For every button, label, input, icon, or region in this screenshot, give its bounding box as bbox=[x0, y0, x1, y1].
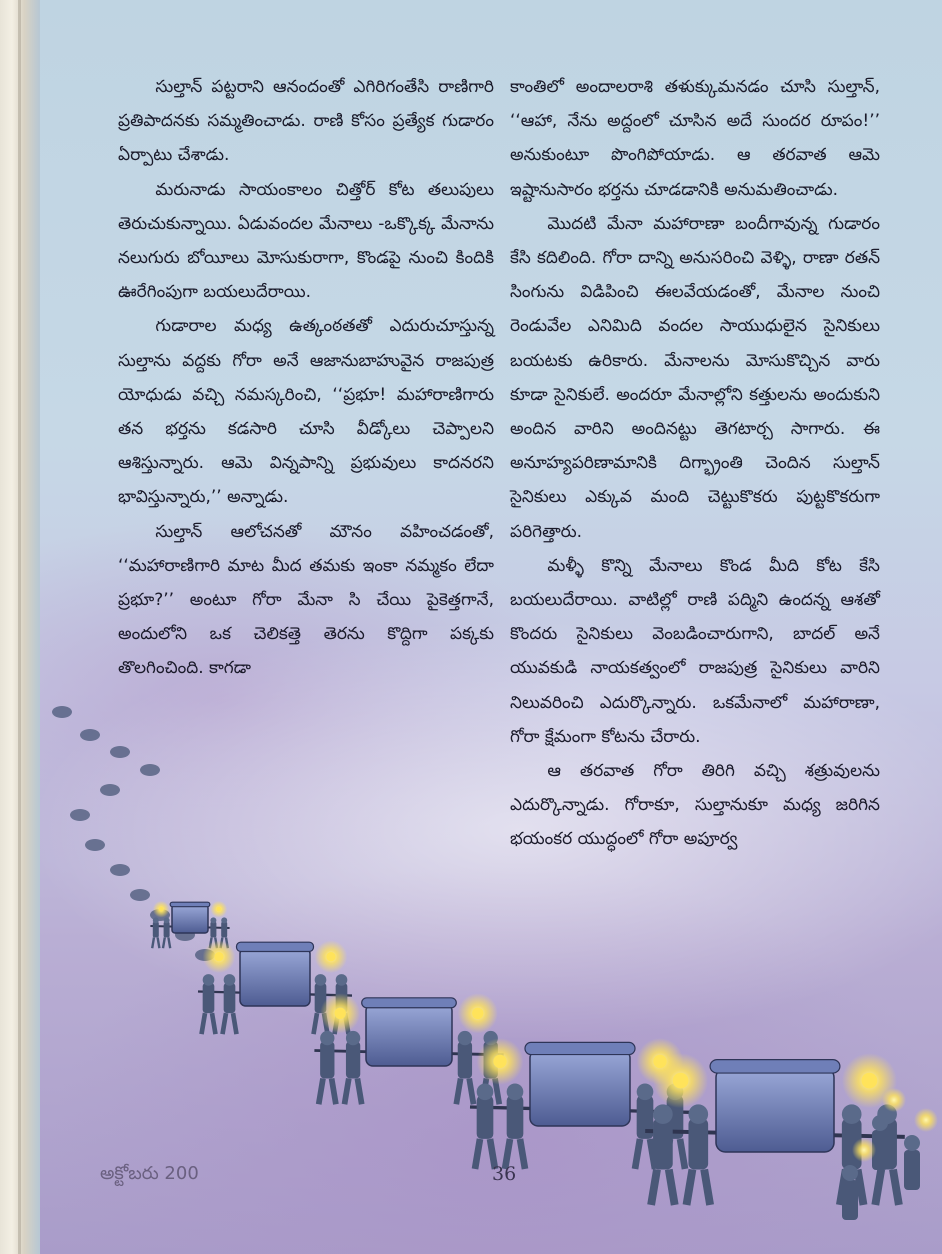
bearer bbox=[320, 1041, 334, 1078]
bearer bbox=[507, 1096, 524, 1139]
paragraph: మొదటి మేనా మహారాణా బందీగావున్న గుడారం కేసి కదిలింది. గోరా దాన్ని అనుసరించి వెళ్ళి, రాణా రతన్‌ సింగును విడిపించి ఈలవేయడంతో, మేనాల నుంచి రెండువేల ఎనిమిది వందల సాయుధులైన సైనికులు బయటకు ఉరికారు. మేనాలను మోసుకొచ్చిన వారు కూడా సైనికులే. అందరూ మేనాల్లోని కత్తులను అందుకుని అందిన వారిని అందినట్టు తెగటార్చ సాగారు. ఈ అనూహ్యపరిణామానికి దిగ్భ్రాంతి చెందిన సుల్తాన్‌ సైనికులు ఎక్కువ మంది చెట్టుకొకరు పుట్టకొకరుగా పరిగెత్తారు. bbox=[510, 213, 880, 542]
torch-flame bbox=[334, 1008, 345, 1019]
palanquin-roof bbox=[525, 1042, 635, 1054]
bearer-leg bbox=[314, 1013, 318, 1034]
bearer-head bbox=[315, 974, 327, 986]
torch-glow bbox=[852, 1138, 876, 1162]
torch-flame bbox=[159, 907, 164, 912]
bearer-leg bbox=[158, 937, 160, 948]
bearer-head bbox=[346, 1031, 360, 1045]
distant-bearer bbox=[85, 839, 105, 851]
bearer-leg bbox=[704, 1170, 710, 1205]
bearer-leg bbox=[893, 1170, 899, 1205]
paragraph: కాంతిలో అందాలరాశి తళుక్కుమనడం చూసి సుల్తాన్‌, ‘‘ఆహా, నేను అద్దంలో చూసిన అదే సుందర రూపం!’’ అనుకుంటూ పొంగిపోయాడు. ఆ తరవాత ఆమె ఇష్టానుసారం భర్తను చూడడానికి అనుమతించాడు. bbox=[510, 77, 880, 200]
palanquin-roof bbox=[170, 902, 210, 906]
bearer-leg bbox=[469, 1078, 473, 1104]
bearer bbox=[224, 983, 236, 1013]
bearer-head bbox=[477, 1083, 494, 1100]
bearer bbox=[221, 922, 227, 938]
palanquin bbox=[240, 948, 310, 1006]
distant-bearer bbox=[140, 764, 160, 776]
bearer-leg bbox=[319, 1078, 323, 1104]
bearer bbox=[688, 1118, 708, 1169]
bearer-head bbox=[210, 917, 216, 923]
torch-flame bbox=[214, 952, 223, 961]
torch-flame bbox=[673, 1073, 689, 1089]
bearer bbox=[164, 922, 170, 938]
bearer-head bbox=[153, 917, 159, 923]
bearer-leg bbox=[635, 1139, 640, 1169]
torch-flame bbox=[493, 1055, 506, 1068]
bearer-leg bbox=[475, 1139, 480, 1169]
torch-flame bbox=[326, 952, 335, 961]
bearer-leg bbox=[520, 1139, 525, 1169]
bearer bbox=[210, 922, 216, 938]
paragraph: సుల్తాన్‌ పట్టరాని ఆనందంతో ఎగిరిగంతేసి రాణిగారి ప్రతిపాదనకు సమ్మతించాడు. రాణి కోసం ప్రత్యేక గుడారం ఏర్పాటు చేశాడు. bbox=[118, 77, 494, 166]
distant-bearer bbox=[130, 889, 150, 901]
bearer-leg bbox=[233, 1013, 237, 1034]
bearer-head bbox=[203, 974, 215, 986]
soldier bbox=[842, 1180, 858, 1220]
bearer-head bbox=[221, 917, 227, 923]
bearer-head bbox=[842, 1104, 862, 1124]
bearer-head bbox=[637, 1083, 654, 1100]
bearer-leg bbox=[858, 1170, 864, 1205]
torch-glow bbox=[882, 1088, 906, 1112]
bearer-leg bbox=[163, 937, 165, 948]
palanquin bbox=[716, 1068, 834, 1152]
distant-bearer bbox=[110, 746, 130, 758]
torch-flame bbox=[472, 1008, 483, 1019]
bearer-head bbox=[224, 974, 236, 986]
distant-bearer bbox=[100, 784, 120, 796]
soldier-head bbox=[872, 1115, 888, 1131]
palanquin-roof bbox=[237, 942, 314, 951]
soldier bbox=[904, 1150, 920, 1190]
bearer bbox=[458, 1041, 472, 1078]
soldier-head bbox=[904, 1135, 920, 1151]
bearer bbox=[477, 1096, 494, 1139]
palanquin-roof bbox=[362, 998, 457, 1008]
issue-month: అక్టోబరు 200 bbox=[100, 1163, 199, 1184]
bearer bbox=[346, 1041, 360, 1078]
bearer-leg bbox=[168, 937, 170, 948]
right-text-column bbox=[510, 70, 880, 857]
bearer-leg bbox=[680, 1139, 685, 1169]
bearer-leg bbox=[223, 1013, 227, 1034]
paragraph: మరునాడు సాయంకాలం చిత్తోర్‌ కోట తలుపులు తెరుచుకున్నాయి. ఏడువందల మేనాలు -ఒక్కొక్క మేనాను నలుగురు బోయీలు మోసుకురాగా, కొండపై నుంచి కిందికి ఊరేగింపుగా బయలుదేరాయి. bbox=[118, 179, 494, 303]
bearer-head bbox=[458, 1031, 472, 1045]
bearer-leg bbox=[345, 1078, 349, 1104]
bearer-leg bbox=[669, 1170, 675, 1205]
bearer-leg bbox=[687, 1170, 693, 1205]
bearer-head bbox=[336, 974, 348, 986]
distant-bearer bbox=[80, 729, 100, 741]
bearer-leg bbox=[152, 937, 154, 948]
paragraph: మళ్ళీ కొన్ని మేనాలు కొండ మీది కోట కేసి బయలుదేరాయి. వాటిల్లో రాణి పద్మిని ఉందన్న ఆశతో కొందరు సైనికులు వెంబడించారుగాని, బాదల్‌ అనే యువకుడి నాయకత్వంలో రాజపుత్ర సైనికులు వారిని నిలువరించి ఎదుర్కొన్నారు. ఒకమేనాలో మహారాణా, గోరా క్షేమంగా కోటను చేరారు. bbox=[510, 555, 880, 747]
bearer-leg bbox=[202, 1013, 206, 1034]
palanquin bbox=[366, 1004, 452, 1066]
soldier-head bbox=[842, 1165, 858, 1181]
bearer-head bbox=[164, 917, 170, 923]
torch-flame bbox=[216, 907, 221, 912]
bearer-head bbox=[320, 1031, 334, 1045]
bearer-leg bbox=[875, 1170, 881, 1205]
paragraph: గుడారాల మధ్య ఉత్కంఠతతో ఎదురుచూస్తున్న సుల్తాను వద్దకు గోరా అనే ఆజానుబాహువైన రాజపుత్ర యోధుడు వచ్చి నమస్కరించి, ‘‘ప్రభూ! మహారాణిగారు తన భర్తను కడసారి చూసి వీడ్కోలు చెప్పాలని ఆశిస్తున్నారు. ఆమె విన్నపాన్ని ప్రభువులు కాదనరని భావిస్తున్నారు,’’ అన్నాడు. bbox=[118, 316, 494, 508]
paragraph: సుల్తాన్‌ ఆలోచనతో మౌనం వహించడంతో, ‘‘మహారాణిగారి మాట మీద తమకు ఇంకా నమ్మకం లేదా ప్రభూ?’’ అంటూ గోరా మేనా సి చేయి పైకెత్తగానే, అందులోని ఒక చెలికత్తె తెరను కొద్దిగా పక్కకు తొలగించింది. కాగడా bbox=[118, 521, 494, 679]
bearer-head bbox=[507, 1083, 524, 1100]
bearer-leg bbox=[651, 1170, 657, 1205]
bearer bbox=[653, 1118, 673, 1169]
torch-flame bbox=[862, 1073, 878, 1089]
bearer bbox=[203, 983, 215, 1013]
distant-bearer bbox=[52, 706, 72, 718]
palanquin bbox=[530, 1050, 630, 1126]
bearer-leg bbox=[212, 1013, 216, 1034]
bearer-leg bbox=[357, 1078, 361, 1104]
bearer-leg bbox=[456, 1078, 460, 1104]
bearer-head bbox=[653, 1104, 673, 1124]
bearer bbox=[153, 922, 159, 938]
page-number: 36 bbox=[492, 1163, 517, 1185]
bearer-leg bbox=[332, 1078, 336, 1104]
bearer-head bbox=[688, 1104, 708, 1124]
distant-bearer bbox=[70, 809, 90, 821]
palanquin-roof bbox=[710, 1060, 840, 1073]
left-text-column bbox=[118, 70, 494, 686]
palanquin bbox=[172, 905, 208, 933]
distant-bearer bbox=[110, 864, 130, 876]
torch-glow bbox=[914, 1108, 938, 1132]
paragraph: ఆ తరవాత గోరా తిరిగి వచ్చి శత్రువులను ఎదుర్కొన్నాడు. గోరాకూ, సుల్తానుకూ మధ్య జరిగిన భయంకర యుద్ధంలో గోరా అపూర్వ bbox=[510, 761, 880, 850]
